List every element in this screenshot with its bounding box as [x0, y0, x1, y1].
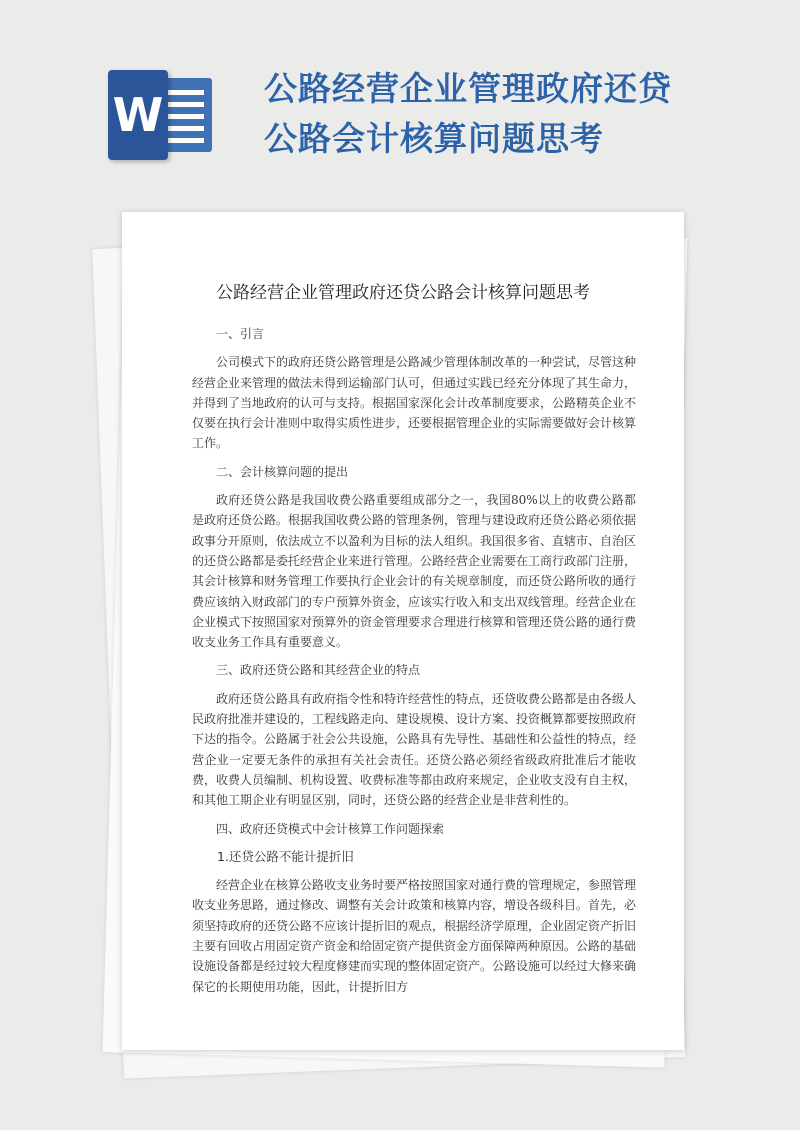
section-heading: 三、政府还贷公路和其经营企业的特点: [216, 663, 421, 678]
header-title: 公路经营企业管理政府还贷公路会计核算问题思考: [264, 69, 672, 158]
document-title: 公路经营企业管理政府还贷公路会计核算问题思考: [216, 283, 590, 303]
section-heading: 四、政府还贷模式中会计核算工作问题探索: [216, 821, 445, 836]
paragraph: 公司模式下的政府还贷公路管理是公路减少管理体制改革的一种尝试，尽管这种经营企业来管理的做法未得到运输部门认可，但通过实践已经充分体现了其生命力，并得到了当地政府的认可与支持。根据国家深化会计改革制度要求，公路精英企业不仅要在执行会计准则中取得实质性进步，还要根据管理企业的实际需要做好会计核算工作。: [192, 355, 637, 451]
word-badge: W: [108, 70, 168, 160]
paragraph: 经营企业在核算公路收支业务时要严格按照国家对通行费的管理规定，参照管理收支业务思路，通过修改、调整有关会计政策和核算内容，增设各级科目。首先，必须坚持政府的还贷公路不应该计提折旧的观点，根据经济学原理，企业固定资产折旧主要有回收占用固定资产资金和给固定资产提供资金方面保障两种原因。公路的基础设施设备都是经过较大程度修建而实现的整体固定资产。公路设施可以经过大修来确保它的长期使用功能，因此，计提折旧方: [192, 878, 637, 994]
section-heading: 二、会计核算问题的提出: [216, 464, 349, 479]
document-body: [192, 324, 636, 1005]
document-page: [122, 212, 684, 1050]
paragraph: 政府还贷公路具有政府指令性和特许经营性的特点，还贷收费公路都是由各级人民政府批准并建设的，工程线路走向、建设规模、设计方案、投资概算都要按照政府下达的指令。公路属于社会公共设施，公路具有先导性、基础性和公益性的特点，经营企业一定要无条件的承担有关社会责任。还贷公路必须经省级政府批准后才能收费，收费人员编制、机构设置、收费标准等都由政府来规定，企业收支没有自主权，和其他工期企业有明显区别，同时，还贷公路的经营企业是非营利性的。: [192, 691, 637, 808]
paragraph: 政府还贷公路是我国收费公路重要组成部分之一，我国80%以上的收费公路都是政府还贷公路。根据我国收费公路的管理条例，管理与建设政府还贷公路必须依据政事分开原则，依法成立不以盈利为目标的法人组织。我国很多省、直辖市、自治区的还贷公路都是委托经营企业来进行管理。公路经营企业需要在工商行政部门注册，其会计核算和财务管理工作要执行企业会计的有关规章制度，而还贷公路所收的通行费应该纳入财政部门的专户预算外资金，应该实行收入和支出双线管理。经营企业在企业模式下按照国家对预算外的资金管理要求合理进行核算和管理还贷公路的通行费收支业务工作具有重要意义。: [192, 493, 637, 650]
subsection-heading: 1.还贷公路不能计提折旧: [217, 848, 354, 864]
word-icon: [108, 70, 212, 160]
section-heading: 一、引言: [216, 327, 265, 341]
